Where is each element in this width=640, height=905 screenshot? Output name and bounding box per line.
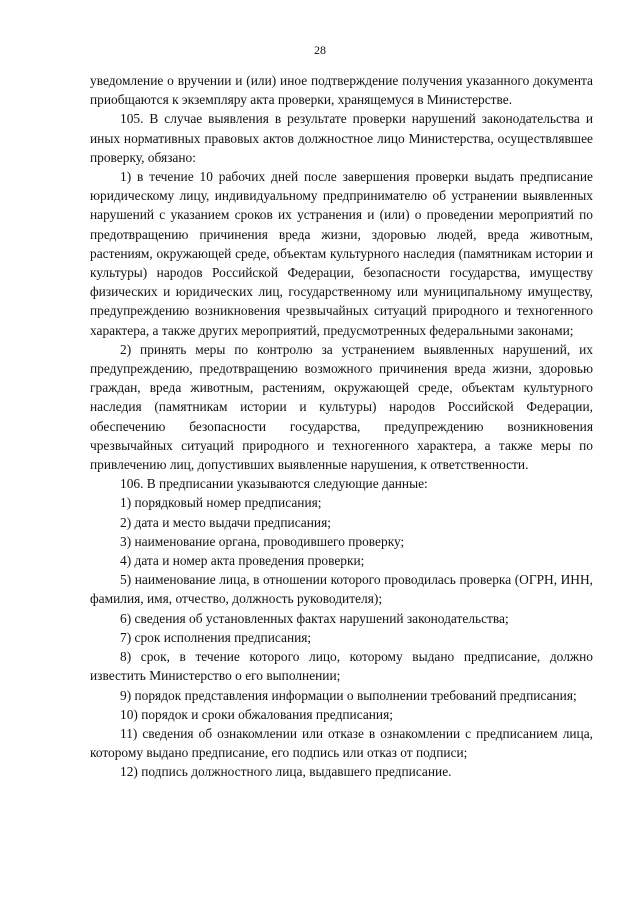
paragraph-106-item-2: 2) дата и место выдачи предписания; <box>120 514 331 530</box>
paragraph-106-item-12: 12) подпись должностного лица, выдавшего предписание. <box>120 764 452 780</box>
paragraph-106-item-6: 6) сведения об установленных фактах нарушений законодательства; <box>120 610 509 626</box>
paragraph-106-item-3: 3) наименование органа, проводившего проверку; <box>120 533 405 549</box>
paragraph-106-item-4: 4) дата и номер акта проведения проверки; <box>120 553 365 569</box>
paragraph-continuation: уведомление о вручении и (или) иное подтверждение получения указанного документа приобщаются к экземпляру акта проверки, хранящемуся в Министерстве. <box>90 73 593 108</box>
paragraph-106-item-11: 11) сведения об ознакомлении или отказе в ознакомлении с предписанием лица, которому выдано предписание, его подпись или отказ от подписи; <box>90 725 593 761</box>
document-body <box>90 71 593 782</box>
paragraph-105: 105. В случае выявления в результате проверки нарушений законодательства и иных нормативных правовых актов должностное лицо Министерства, осуществлявшее проверку, обязано: <box>90 111 593 165</box>
paragraph-106-item-7: 7) срок исполнения предписания; <box>120 629 312 645</box>
paragraph-105-item-2: 2) принять меры по контролю за устранением выявленных нарушений, их предупреждению, предотвращению возможного причинения вреда жизни, здоровью граждан, вреда животным, растениям, окружающей среде, объектам культурного наследия (памятникам истории и культуры) народов Российской Федерации, обеспечению безопасности государства, предупреждению возникновения чрезвычайных ситуаций природного и техногенного характера, а также меры по привлечению лиц, допустивших выявленные нарушения, к ответственности. <box>90 341 593 473</box>
paragraph-106-item-9: 9) порядок представления информации о выполнении требований предписания; <box>120 687 577 703</box>
paragraph-106-item-8: 8) срок, в течение которого лицо, которому выдано предписание, должно известить Министерство о его выполнении; <box>90 649 593 684</box>
paragraph-106-item-1: 1) порядковый номер предписания; <box>120 495 322 511</box>
paragraph-106-item-5: 5) наименование лица, в отношении которого проводилась проверка (ОГРН, ИНН, фамилия, имя, отчество, должность руководителя); <box>90 572 593 607</box>
paragraph-106: 106. В предписании указываются следующие данные: <box>120 476 428 492</box>
paragraph-105-item-1: 1) в течение 10 рабочих дней после завершения проверки выдать предписание юридическому лицу, индивидуальному предпринимателю об устранении выявленных нарушений с указанием сроков их устранения и (или) о проведении мероприятий по предотвращению причинения вреда жизни, здоровью людей, вреда животным, растениям, окружающей среде, объектам культурного наследия (памятникам истории и культуры) народов Российской Федерации, безопасности государства, имуществу физических и юридических лиц, государственному или муниципальному имуществу, предупреждению возникновения чрезвычайных ситуаций природного и техногенного характера, а также других мероприятий, предусмотренных федеральными законами; <box>90 169 593 338</box>
paragraph-106-item-10: 10) порядок и сроки обжалования предписания; <box>120 706 393 722</box>
page-number: 28 <box>314 43 326 57</box>
